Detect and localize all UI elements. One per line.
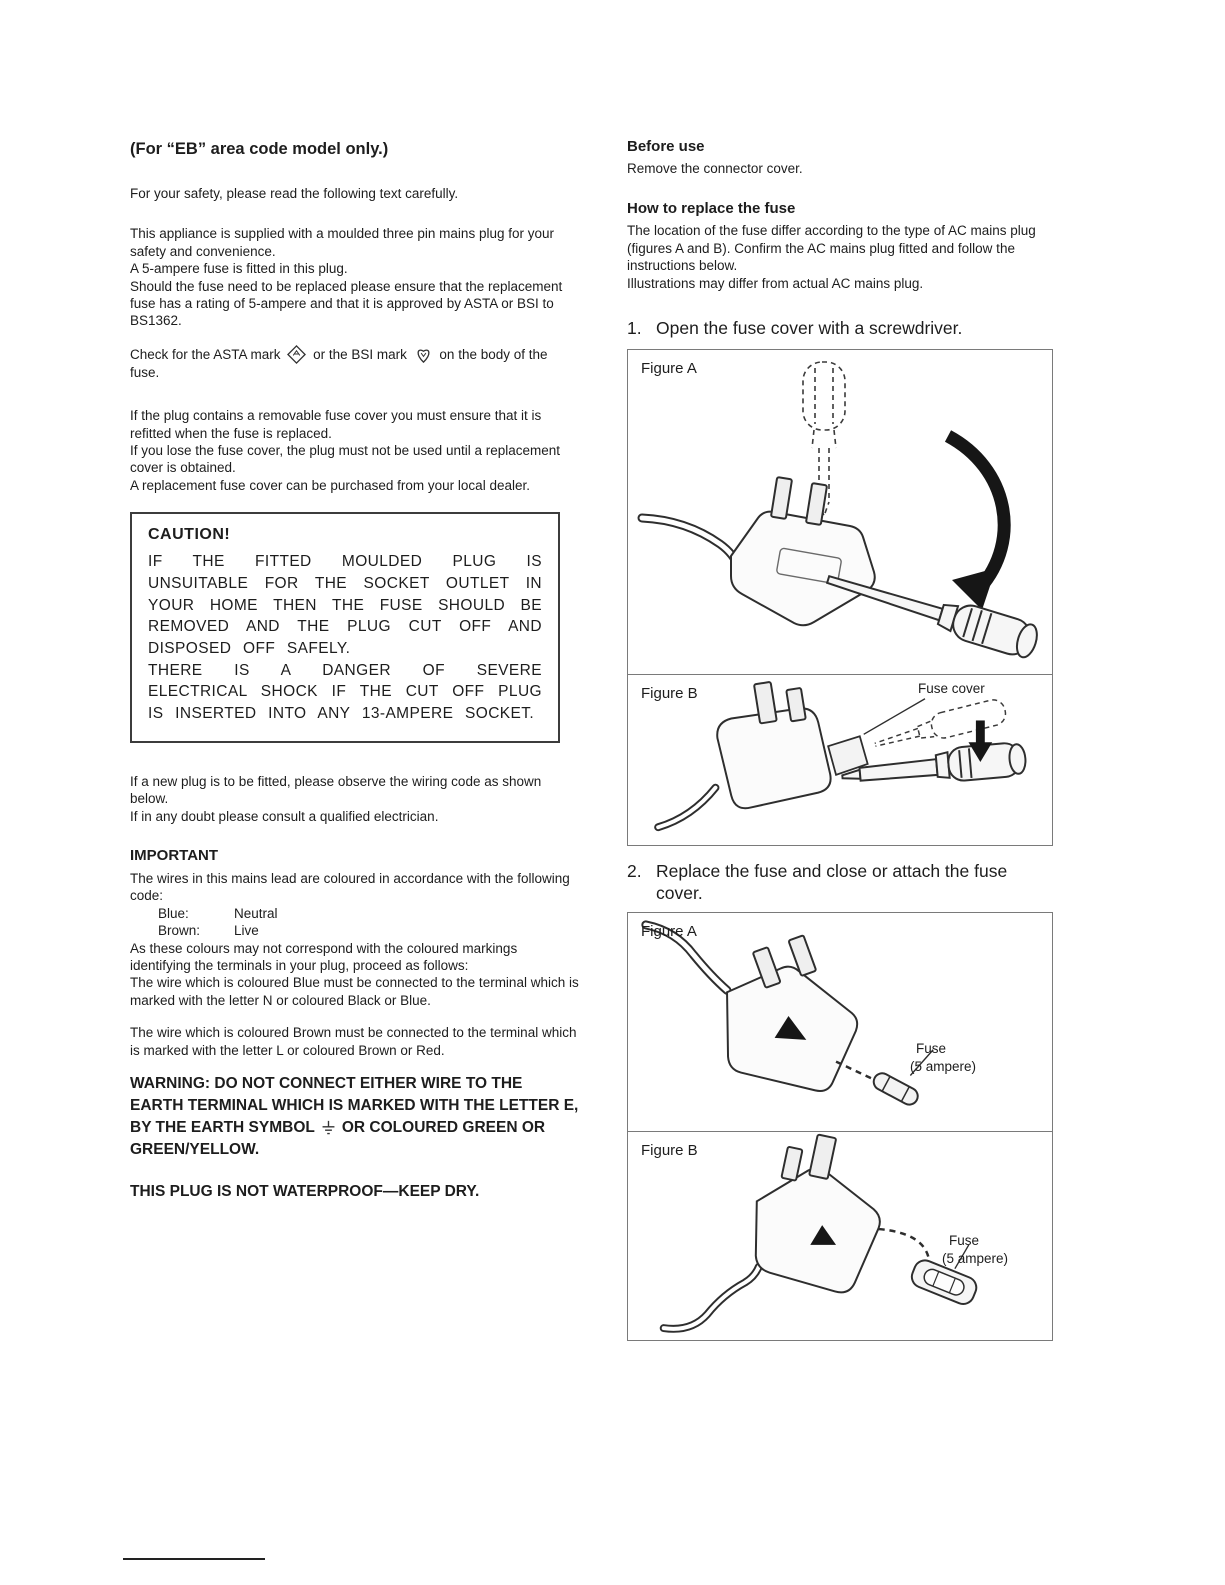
new-plug-paragraph	[130, 773, 579, 825]
caution-box	[130, 512, 560, 743]
figure-2a-label: Figure A	[641, 922, 697, 940]
wire-colour: Blue:	[158, 905, 189, 921]
new-plug-line: If a new plug is to be fitted, please observe the wiring code as shown below.	[130, 773, 542, 807]
caution-title: CAUTION!	[148, 526, 231, 544]
right-column	[627, 138, 1053, 1341]
figure-2b-label: Figure B	[641, 1141, 698, 1159]
fuse-cover-line: If the plug contains a removable fuse cover you must ensure that it is refitted when the fuse is replaced.	[130, 408, 542, 441]
ampere-annotation: (5 ampere)	[942, 1250, 1009, 1266]
important-para-1: As these colours may not correspond with the coloured markings identifying the terminals in your plug, proceed as follows:	[130, 940, 518, 974]
wire-meaning: Neutral	[234, 905, 278, 921]
new-plug-line: If in any doubt please consult a qualified electrician.	[130, 808, 439, 824]
important-intro: The wires in this mains lead are coloured in accordance with the following code:	[130, 871, 570, 904]
before-use-text: Remove the connector cover.	[627, 161, 803, 176]
caution-body-2: THERE IS A DANGER OF SEVERE ELECTRICAL SHOCK IF THE CUT OFF PLUG IS INSERTED INTO ANY 13-AMPERE SOCKET.	[148, 661, 542, 723]
section-title-eb-model: (For “EB” area code model only.)	[130, 140, 389, 158]
caution-body-1: IF THE FITTED MOULDED PLUG IS UNSUITABLE FOR THE SOCKET OUTLET IN YOUR HOME THEN THE FUSE SHOULD BE REMOVED AND THE PLUG CUT OFF AND DISPOSED OFF SAFELY.	[148, 553, 542, 658]
warning-text-1: WARNING: DO NOT CONNECT EITHER WIRE TO THE EARTH TERMINAL WHICH IS MARKED WITH THE LETTER E, BY THE EARTH SYMBOL	[130, 1075, 579, 1137]
footer-rule	[123, 1558, 265, 1560]
wire-code-row	[130, 905, 579, 922]
check-text-1: Check for the ASTA mark	[130, 346, 281, 362]
step-1-number: 1.	[627, 318, 642, 339]
check-text-3: on the body of the fuse.	[130, 346, 548, 380]
bsi-kitemark-icon	[414, 345, 433, 364]
step-1	[627, 318, 1053, 340]
check-marks-paragraph	[130, 345, 579, 381]
figure-2b-box	[627, 1131, 1053, 1341]
figure-1b-label: Figure B	[641, 684, 698, 702]
wire-meaning: Live	[234, 923, 259, 939]
figure-1a-box	[627, 349, 1053, 675]
warning-text-2: OR COLOURED GREEN OR GREEN/YELLOW.	[130, 1119, 546, 1159]
fuse-annotation: Fuse	[949, 1232, 980, 1248]
earth-symbol-icon	[320, 1120, 337, 1136]
before-use-heading: Before use	[627, 138, 705, 155]
plug-fuse-replace-illustration	[628, 913, 1052, 1131]
wire-colour: Brown:	[158, 923, 201, 939]
step-2	[627, 861, 1053, 905]
check-text-2: or the BSI mark	[313, 346, 407, 362]
appliance-line: A 5-ampere fuse is fitted in this plug.	[130, 261, 348, 277]
waterproof-warning: THIS PLUG IS NOT WATERPROOF—KEEP DRY.	[130, 1183, 480, 1201]
wire-code-row	[130, 922, 579, 939]
figure-1b-box	[627, 674, 1053, 846]
plug-fuse-cover-attach-illustration	[628, 1132, 1052, 1340]
replace-fuse-text-2: Illustrations may differ from actual AC mains plug.	[627, 275, 924, 291]
replace-fuse-heading: How to replace the fuse	[627, 200, 796, 218]
appliance-paragraph	[130, 225, 579, 329]
left-column	[130, 140, 579, 1201]
plug-screwdriver-open-illustration	[628, 350, 1052, 674]
fuse-cover-line: If you lose the fuse cover, the plug must not be used until a replacement cover is obtained.	[130, 443, 561, 476]
ampere-annotation: (5 ampere)	[910, 1058, 977, 1074]
asta-mark-icon	[287, 345, 306, 364]
fuse-cover-paragraph	[130, 407, 579, 494]
appliance-line: This appliance is supplied with a moulded three pin mains plug for your safety and convenience.	[130, 226, 554, 259]
fuse-cover-annotation: Fuse cover	[918, 680, 985, 696]
appliance-line: Should the fuse need to be replaced please ensure that the replacement fuse has a rating of 5-ampere and that it is approved by ASTA or BSI to BS1362.	[130, 278, 563, 329]
replace-fuse-text-1: The location of the fuse differ according to the type of AC mains plug (figures A and B). Confirm the AC mains plug fitted and follow the instructions below.	[627, 223, 1036, 274]
step-2-text: Replace the fuse and close or attach the fuse cover.	[656, 860, 1008, 903]
important-para-3: The wire which is coloured Brown must be connected to the terminal which is marked with the letter L or coloured Brown or Red.	[130, 1025, 577, 1058]
warning-paragraph	[130, 1073, 579, 1161]
important-heading: IMPORTANT	[130, 847, 219, 864]
important-para-2: The wire which is coloured Blue must be connected to the terminal which is marked with the letter N or coloured Black or Blue.	[130, 975, 579, 1008]
fuse-cover-line: A replacement fuse cover can be purchased from your local dealer.	[130, 477, 530, 493]
step-1-text: Open the fuse cover with a screwdriver.	[656, 318, 963, 339]
safety-intro-text: For your safety, please read the following text carefully.	[130, 186, 459, 201]
figure-1a-label: Figure A	[641, 359, 697, 377]
replace-fuse-paragraph	[627, 222, 1053, 292]
fuse-annotation: Fuse	[916, 1040, 947, 1056]
figure-2a-box	[627, 912, 1053, 1132]
step-2-number: 2.	[627, 860, 642, 881]
